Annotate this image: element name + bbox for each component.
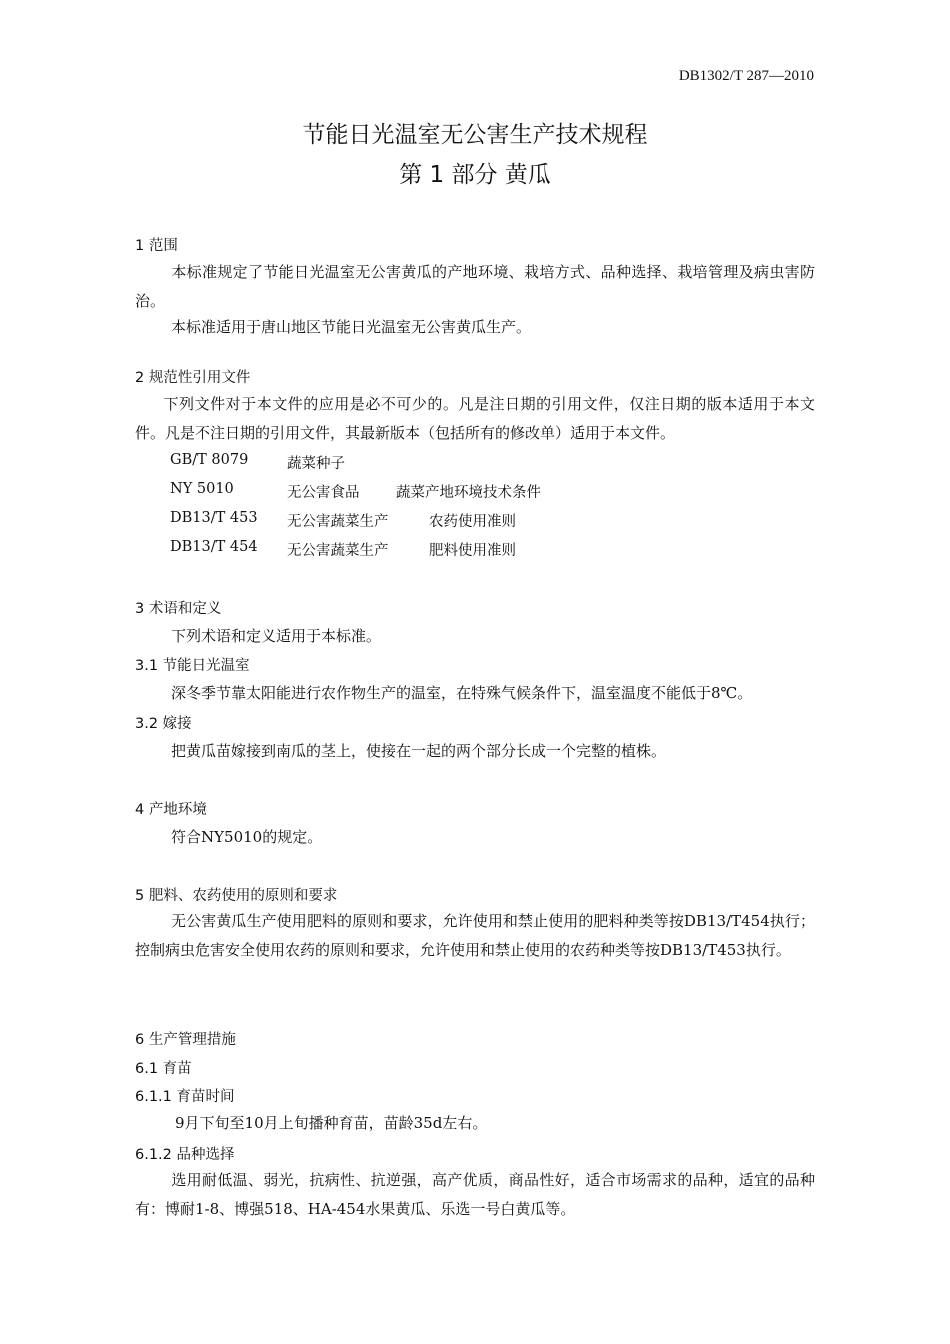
section-3-2-heading: 3.2 嫁接 bbox=[135, 716, 192, 732]
reference-subtitle: 农药使用准则 bbox=[429, 514, 516, 530]
standard-number: DB1302/T 287—2010 bbox=[678, 68, 814, 84]
section-6-heading: 6 生产管理措施 bbox=[135, 1032, 236, 1048]
reference-title: 无公害食品 bbox=[287, 485, 360, 501]
section-3-heading: 3 术语和定义 bbox=[135, 601, 222, 617]
section-3-1-paragraph: 深冬季节靠太阳能进行农作物生产的温室，在特殊气候条件下，温室温度不能低于8℃。 bbox=[171, 684, 753, 702]
reference-code: DB13/T 453 bbox=[170, 510, 258, 526]
section-6-1-2-heading: 6.1.2 品种选择 bbox=[135, 1147, 235, 1163]
reference-title: 蔬菜种子 bbox=[287, 456, 345, 472]
section-6-1-2-paragraph-text: 选用耐低温、弱光，抗病性、抗逆强，高产优质，商品性好，适合市场需求的品种，适宜的品种有：博耐1-8、博强518、HA-454水果黄瓜、乐选一号白黄瓜等。 bbox=[135, 1171, 815, 1218]
section-6-1-heading: 6.1 育苗 bbox=[135, 1061, 192, 1077]
section-2-paragraph-1-text: 下列文件对于本文件的应用是必不可少的。凡是注日期的引用文件，仅注日期的版本适用于本文件。凡是不注日期的引用文件，其最新版本（包括所有的修改单）适用于本文件。 bbox=[135, 395, 815, 442]
section-5-paragraph-text: 无公害黄瓜生产使用肥料的原则和要求，允许使用和禁止使用的肥料种类等按DB13/T454执行；控制病虫危害安全使用农药的原则和要求，允许使用和禁止使用的农药种类等按DB13/T453执行。 bbox=[135, 912, 815, 959]
section-1-paragraph-1 bbox=[135, 258, 815, 316]
section-6-1-1-heading: 6.1.1 育苗时间 bbox=[135, 1089, 235, 1105]
reference-title: 无公害蔬菜生产 bbox=[287, 514, 389, 530]
section-1-paragraph-2: 本标准适用于唐山地区节能日光温室无公害黄瓜生产。 bbox=[171, 318, 532, 336]
reference-subtitle: 蔬菜产地环境技术条件 bbox=[396, 485, 541, 501]
section-3-1-heading: 3.1 节能日光温室 bbox=[135, 658, 250, 674]
reference-code: GB/T 8079 bbox=[170, 452, 249, 468]
section-4-paragraph: 符合NY5010的规定。 bbox=[171, 828, 323, 846]
section-6-1-2-paragraph bbox=[135, 1166, 815, 1224]
reference-subtitle: 肥料使用准则 bbox=[429, 543, 516, 559]
section-4-heading: 4 产地环境 bbox=[135, 802, 207, 818]
document-subtitle: 第 1 部分 黄瓜 bbox=[399, 162, 551, 188]
reference-code: NY 5010 bbox=[170, 481, 234, 497]
section-3-2-paragraph: 把黄瓜苗嫁接到南瓜的茎上，使接在一起的两个部分长成一个完整的植株。 bbox=[171, 742, 667, 760]
section-5-paragraph bbox=[135, 907, 815, 965]
reference-code: DB13/T 454 bbox=[170, 539, 258, 555]
document-title: 节能日光温室无公害生产技术规程 bbox=[302, 122, 648, 148]
reference-title: 无公害蔬菜生产 bbox=[287, 543, 389, 559]
section-1-heading: 1 范围 bbox=[135, 238, 178, 254]
section-3-paragraph-1: 下列术语和定义适用于本标准。 bbox=[171, 627, 382, 645]
section-1-paragraph-1-text: 本标准规定了节能日光温室无公害黄瓜的产地环境、栽培方式、品种选择、栽培管理及病虫害防治。 bbox=[135, 263, 815, 310]
section-2-heading: 2 规范性引用文件 bbox=[135, 370, 251, 386]
section-2-paragraph-1 bbox=[135, 390, 815, 448]
section-5-heading: 5 肥料、农药使用的原则和要求 bbox=[135, 888, 338, 904]
section-6-1-1-paragraph: 9月下旬至10月上旬播种育苗，苗龄35d左右。 bbox=[175, 1114, 488, 1132]
